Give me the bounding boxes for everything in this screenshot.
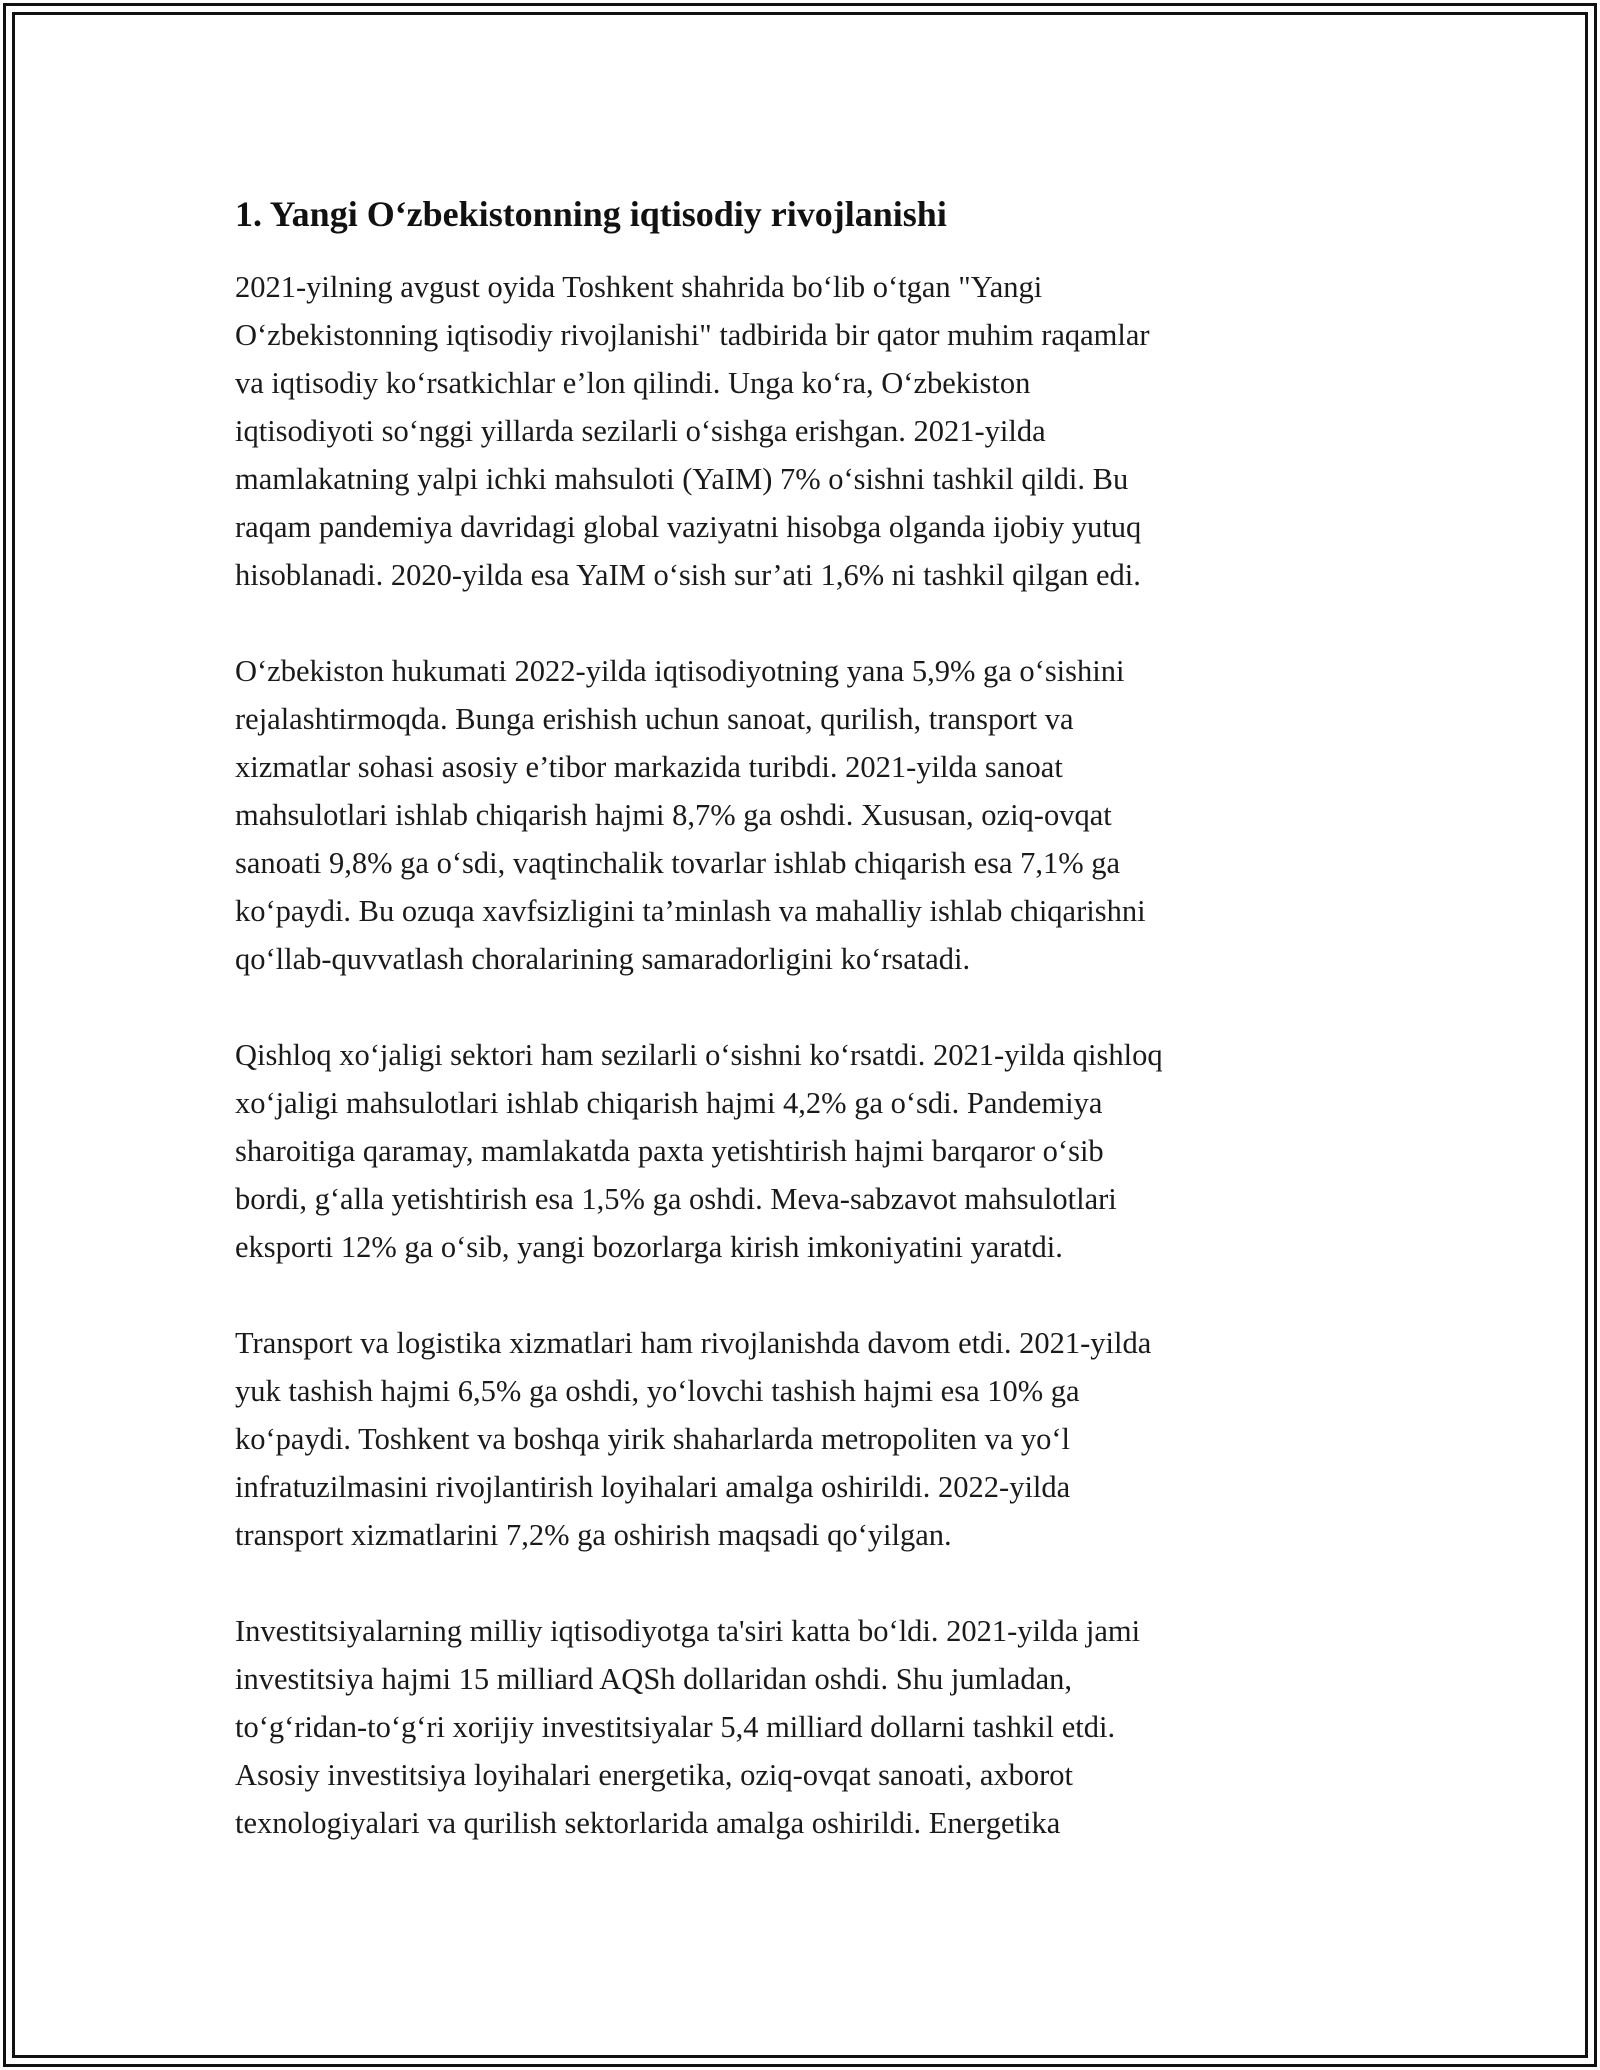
- paragraph-agriculture: Qishloq xo‘jaligi sektori ham sezilarli o‘sishni ko‘rsatdi. 2021-yilda qishloq xo‘jaligi mahsulotlari ishlab chiqarish hajmi 4,2% ga o‘sdi. Pandemiya sharoitiga qaramay, mamlakatda paxta yetishtirish hajmi barqaror o‘sib bordi, g‘alla yetishtirish esa 1,5% ga oshdi. Meva-sabzavot mahsulotlari eksporti 12% ga o‘sib, yangi bozorlarga kirish imkoniyatini yaratdi.: [235, 1038, 1163, 1264]
- paragraph-gdp-growth: 2021-yilning avgust oyida Toshkent shahrida bo‘lib o‘tgan "Yangi O‘zbekistonning iqtisodiy rivojlanishi" tadbirida bir qator muhim raqamlar va iqtisodiy ko‘rsatkichlar e’lon qilindi. Unga ko‘ra, O‘zbekiston iqtisodiyoti so‘nggi yillarda sezilarli o‘sishga erishgan. 2021-yilda mamlakatning yalpi ichki mahsuloti (YaIM) 7% o‘sishni tashkil qildi. Bu raqam pandemiya davridagi global vaziyatni hisobga olganda ijobiy yutuq hisoblanadi. 2020-yilda esa YaIM o‘sish sur’ati 1,6% ni tashkil qilgan edi.: [235, 270, 1150, 592]
- paragraph-transport: Transport va logistika xizmatlari ham rivojlanishda davom etdi. 2021-yilda yuk tashish hajmi 6,5% ga oshdi, yo‘lovchi tashish hajmi esa 10% ga ko‘paydi. Toshkent va boshqa yirik shaharlarda metropoliten va yo‘l infratuzilmasini rivojlantirish loyihalari amalga oshirildi. 2022-yilda transport xizmatlarini 7,2% ga oshirish maqsadi qo‘yilgan.: [235, 1326, 1152, 1552]
- document-body: [235, 183, 1435, 1847]
- section-title: 1. Yangi O‘zbekistonning iqtisodiy rivojlanishi: [235, 194, 947, 234]
- paragraph-industry: O‘zbekiston hukumati 2022-yilda iqtisodiyotning yana 5,9% ga o‘sishini rejalashtirmoqda. Bunga erishish uchun sanoat, qurilish, transport va xizmatlar sohasi asosiy e’tibor markazida turibdi. 2021-yilda sanoat mahsulotlari ishlab chiqarish hajmi 8,7% ga oshdi. Xususan, oziq-ovqat sanoati 9,8% ga o‘sdi, vaqtinchalik tovarlar ishlab chiqarish esa 7,1% ga ko‘paydi. Bu ozuqa xavfsizligini ta’minlash va mahalliy ishlab chiqarishni qo‘llab-quvvatlash choralarining samaradorligini ko‘rsatadi.: [235, 654, 1146, 976]
- paragraph-investment: Investitsiyalarning milliy iqtisodiyotga ta'siri katta bo‘ldi. 2021-yilda jami investitsiya hajmi 15 milliard AQSh dollaridan oshdi. Shu jumladan, to‘g‘ridan-to‘g‘ri xorijiy investitsiyalar 5,4 milliard dollarni tashkil etdi. Asosiy investitsiya loyihalari energetika, oziq-ovqat sanoati, axborot texnologiyalari va qurilish sektorlarida amalga oshirildi. Energetika: [235, 1614, 1141, 1840]
